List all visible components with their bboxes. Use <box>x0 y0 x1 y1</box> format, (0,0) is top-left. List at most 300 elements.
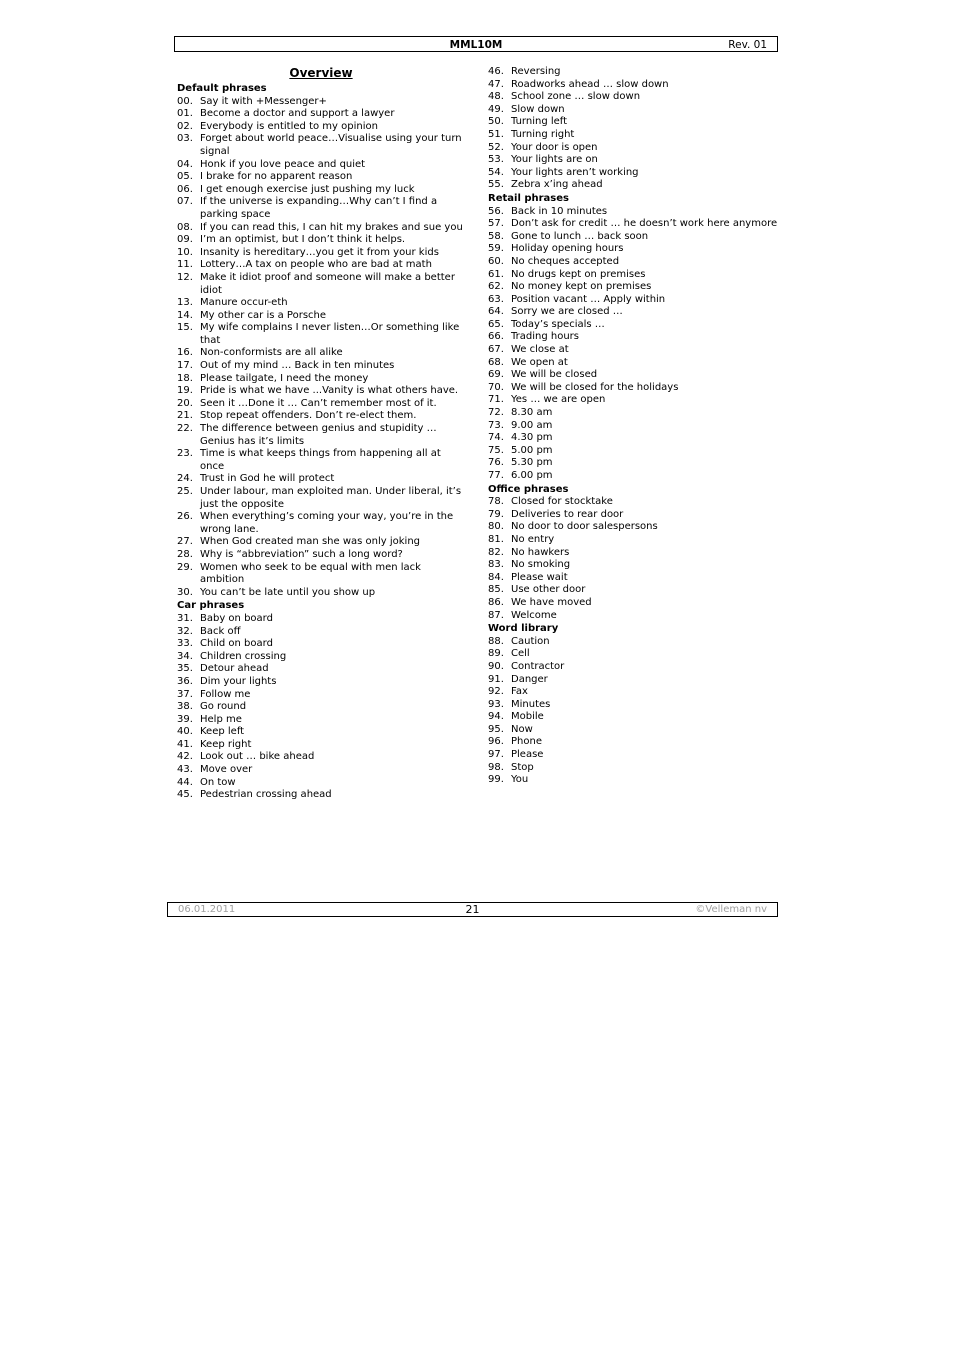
phrase-list-item <box>488 686 778 699</box>
phrase-list-item <box>488 104 778 117</box>
right-sections <box>488 66 778 787</box>
phrase-text: Yes … we are open <box>511 394 606 406</box>
phrase-number: 20. <box>177 397 193 409</box>
phrase-number: 54. <box>488 166 504 178</box>
revision-label: Rev. 01 <box>728 39 767 51</box>
phrase-text: No hawkers <box>511 546 570 558</box>
phrase-text: Keep left <box>200 726 245 738</box>
phrase-list-item <box>488 457 778 470</box>
phrase-list-item <box>488 597 778 610</box>
phrase-number: 13. <box>177 297 193 309</box>
phrase-list-item <box>177 739 467 752</box>
phrase-text: If you can read this, I can hit my brakes and sue you <box>200 221 463 233</box>
phrase-list-item <box>177 259 467 272</box>
phrase-number: 22. <box>177 423 193 435</box>
phrase-number: 15. <box>177 322 193 334</box>
phrase-number: 25. <box>177 486 193 497</box>
phrase-text: My other car is a Porsche <box>200 309 327 321</box>
phrase-number: 78. <box>488 496 504 508</box>
phrase-number: 94. <box>488 711 504 723</box>
phrase-text: 5.30 pm <box>511 457 553 469</box>
phrase-text: Now <box>511 723 533 735</box>
phrase-list-item <box>177 689 467 702</box>
phrase-text: Out of my mind … Back in ten minutes <box>200 360 395 372</box>
phrase-list-item <box>177 133 467 158</box>
phrase-text: Back in 10 minutes <box>511 205 608 217</box>
phrase-number: 80. <box>488 521 504 533</box>
phrase-text: Under labour, man exploited man. Under liberal, it’s just the opposite <box>200 486 462 510</box>
page-header <box>174 36 778 52</box>
phrase-list-item <box>488 91 778 104</box>
phrase-list-item <box>177 272 467 297</box>
footer-date: 06.01.2011 <box>178 904 236 915</box>
phrase-number: 27. <box>177 536 193 548</box>
overview-heading: Overview <box>289 66 353 80</box>
phrase-text: Dim your lights <box>200 675 277 687</box>
phrase-text: I brake for no apparent reason <box>200 171 353 183</box>
phrase-number: 85. <box>488 584 504 596</box>
phrase-text: Trading hours <box>511 331 579 343</box>
phrase-text: Stop <box>511 761 534 773</box>
phrase-number: 70. <box>488 381 504 393</box>
phrase-text: The difference between genius and stupidity … Genius has it’s limits <box>200 423 437 447</box>
phrase-number: 07. <box>177 196 193 208</box>
phrase-text: Please <box>511 749 544 761</box>
phrase-list-item <box>177 159 467 172</box>
phrase-list-item <box>177 676 467 689</box>
phrase-number: 47. <box>488 78 504 90</box>
phrase-text: Pride is what we have ...Vanity is what others have. <box>200 385 459 397</box>
phrase-list-item <box>177 701 467 714</box>
phrase-list-item <box>177 764 467 777</box>
phrase-text: Say it with +Messenger+ <box>200 95 327 107</box>
phrase-list-item <box>177 297 467 310</box>
phrase-text: Child on board <box>200 638 273 650</box>
phrase-list-item <box>488 319 778 332</box>
phrase-list-item <box>177 398 467 411</box>
phrase-list-item <box>177 448 467 473</box>
phrase-number: 71. <box>488 394 504 406</box>
phrase-list-item <box>488 344 778 357</box>
phrase-text: Phone <box>511 736 542 748</box>
phrase-text: Use other door <box>511 584 586 596</box>
phrase-text: Insanity is hereditary…you get it from your kids <box>200 246 439 258</box>
phrase-list-item <box>488 559 778 572</box>
phrase-list-item <box>488 724 778 737</box>
phrase-text: Reversing <box>511 66 561 77</box>
phrase-number: 51. <box>488 128 504 140</box>
phrase-text: Minutes <box>511 698 551 710</box>
phrase-number: 43. <box>177 764 193 776</box>
phrase-number: 81. <box>488 533 504 545</box>
phrase-number: 17. <box>177 360 193 372</box>
phrase-list-item <box>488 142 778 155</box>
phrase-text: Contractor <box>511 660 565 672</box>
phrase-text: Roadworks ahead … slow down <box>511 78 669 90</box>
phrase-number: 21. <box>177 410 193 422</box>
phrase-list-item <box>488 116 778 129</box>
phrase-list-item <box>488 129 778 142</box>
phrase-text: Fax <box>511 686 528 698</box>
phrase-list-item <box>488 736 778 749</box>
phrase-number: 53. <box>488 154 504 166</box>
phrase-list-item <box>488 445 778 458</box>
phrase-list-item <box>177 310 467 323</box>
phrase-text: Caution <box>511 635 550 647</box>
phrase-number: 76. <box>488 457 504 469</box>
phrase-number: 24. <box>177 473 193 485</box>
phrase-text: No money kept on premises <box>511 281 652 293</box>
phrase-text: On tow <box>200 776 236 788</box>
phrase-list-item <box>177 171 467 184</box>
section-heading: Car phrases <box>177 600 245 612</box>
phrase-list-item <box>177 410 467 423</box>
phrase-list-item <box>177 751 467 764</box>
phrase-text: I get enough exercise just pushing my luck <box>200 183 415 195</box>
phrase-text: Become a doctor and support a lawyer <box>200 108 395 120</box>
phrase-text: When everything’s coming your way, you’re in the wrong lane. <box>200 511 454 535</box>
phrase-list-item <box>488 269 778 282</box>
page-number: 21 <box>465 903 480 916</box>
phrase-list-item <box>488 79 778 92</box>
phrase-number: 77. <box>488 470 504 481</box>
phrase-text: When God created man she was only joking <box>200 536 420 548</box>
phrase-number: 92. <box>488 686 504 698</box>
section-heading: Office phrases <box>488 483 569 495</box>
phrase-text: You can’t be late until you show up <box>200 586 376 598</box>
phrase-list-item <box>488 509 778 522</box>
phrase-number: 38. <box>177 701 193 713</box>
phrase-list-item <box>488 636 778 649</box>
phrase-number: 93. <box>488 698 504 710</box>
phrase-number: 50. <box>488 116 504 128</box>
phrase-list-item <box>488 749 778 762</box>
phrase-text: Holiday opening hours <box>511 243 624 255</box>
phrase-text: Honk if you love peace and quiet <box>200 158 366 170</box>
phrase-number: 55. <box>488 179 504 191</box>
section-heading: Default phrases <box>177 83 267 94</box>
phrase-text: Keep right <box>200 738 252 750</box>
phrase-number: 68. <box>488 356 504 368</box>
phrase-list-item <box>488 674 778 687</box>
phrase-list-item <box>177 714 467 727</box>
phrase-number: 63. <box>488 293 504 305</box>
phrase-text: We open at <box>511 356 568 368</box>
phrase-list-item <box>488 154 778 167</box>
phrase-list-item <box>488 281 778 294</box>
phrase-text: Turning right <box>511 128 575 140</box>
phrase-list-item <box>488 661 778 674</box>
phrase-list-item <box>488 231 778 244</box>
phrase-list-item <box>488 306 778 319</box>
phrase-number: 10. <box>177 246 193 258</box>
phrase-list-item <box>177 613 467 626</box>
phrase-number: 56. <box>488 205 504 217</box>
phrase-text: Zebra x’ing ahead <box>511 179 603 191</box>
phrase-number: 65. <box>488 318 504 330</box>
phrase-text: Everybody is entitled to my opinion <box>200 120 378 132</box>
phrase-number: 79. <box>488 508 504 520</box>
phrase-text: Detour ahead <box>200 663 269 675</box>
phrase-text: Stop repeat offenders. Don’t re-elect them. <box>200 410 417 422</box>
phrase-text: Your door is open <box>511 141 598 153</box>
phrase-text: Your lights aren’t working <box>511 166 639 178</box>
phrase-list-item <box>488 294 778 307</box>
phrase-number: 52. <box>488 141 504 153</box>
phrase-list-item <box>177 385 467 398</box>
phrase-text: Mobile <box>511 711 544 723</box>
phrase-number: 83. <box>488 559 504 571</box>
phrase-text: Help me <box>200 713 242 725</box>
phrase-number: 60. <box>488 255 504 267</box>
phrase-number: 97. <box>488 749 504 761</box>
phrase-list-item <box>177 626 467 639</box>
phrase-list-item <box>488 584 778 597</box>
phrase-list-item <box>488 470 778 483</box>
phrase-text: Lottery…A tax on people who are bad at math <box>200 259 432 271</box>
phrase-list-item <box>177 108 467 121</box>
phrase-text: Make it idiot proof and someone will make a better idiot <box>200 271 455 296</box>
phrase-number: 00. <box>177 95 193 107</box>
phrase-list-item <box>177 536 467 549</box>
phrase-text: Sorry we are closed … <box>511 306 623 318</box>
phrase-text: No drugs kept on premises <box>511 268 646 280</box>
phrase-number: 90. <box>488 660 504 672</box>
phrase-number: 14. <box>177 309 193 321</box>
phrase-text: Pedestrian crossing ahead <box>200 789 332 801</box>
phrase-list-item <box>488 610 778 623</box>
phrase-text: Welcome <box>511 609 557 621</box>
phrase-number: 40. <box>177 726 193 738</box>
phrase-number: 11. <box>177 259 193 271</box>
phrase-list-item <box>488 774 778 787</box>
phrase-number: 99. <box>488 774 504 786</box>
phrase-number: 32. <box>177 625 193 637</box>
phrase-list-item <box>177 373 467 386</box>
phrase-number: 73. <box>488 419 504 431</box>
phrase-text: Don’t ask for credit … he doesn’t work here anymore <box>511 218 778 230</box>
phrase-text: Today’s specials … <box>511 318 605 330</box>
phrase-text: Trust in God he will protect <box>200 473 335 485</box>
phrase-number: 57. <box>488 218 504 230</box>
phrase-number: 62. <box>488 281 504 293</box>
phrase-list-item <box>488 534 778 547</box>
phrase-list-item <box>488 357 778 370</box>
document-model-title: MML10M <box>449 39 503 51</box>
phrase-list-item <box>177 121 467 134</box>
phrase-number: 08. <box>177 221 193 233</box>
phrase-number: 37. <box>177 688 193 700</box>
phrase-list-item <box>488 394 778 407</box>
phrase-list-item <box>177 726 467 739</box>
phrase-number: 88. <box>488 635 504 647</box>
phrase-number: 28. <box>177 548 193 560</box>
phrase-number: 95. <box>488 723 504 735</box>
phrase-list-item <box>488 711 778 724</box>
phrase-list-item <box>488 521 778 534</box>
phrase-number: 72. <box>488 407 504 419</box>
phrase-list-item <box>488 331 778 344</box>
phrase-number: 33. <box>177 638 193 650</box>
phrase-list-item <box>488 179 778 192</box>
phrase-text: No cheques accepted <box>511 255 620 267</box>
phrase-number: 41. <box>177 738 193 750</box>
phrase-number: 86. <box>488 596 504 608</box>
phrase-text: Gone to lunch … back soon <box>511 230 649 242</box>
phrase-number: 82. <box>488 546 504 558</box>
phrase-text: I’m an optimist, but I don’t think it helps. <box>200 234 406 246</box>
phrase-number: 58. <box>488 230 504 242</box>
phrase-number: 26. <box>177 511 193 523</box>
phrase-text: Baby on board <box>200 612 273 624</box>
phrase-number: 44. <box>177 776 193 788</box>
phrase-number: 16. <box>177 347 193 359</box>
phrase-number: 64. <box>488 306 504 318</box>
phrase-text: Seen it …Done it … Can’t remember most of it. <box>200 397 437 409</box>
phrase-text: Forget about world peace…Visualise using your turn signal <box>200 133 462 157</box>
phrase-number: 29. <box>177 561 193 573</box>
phrase-list-item <box>488 206 778 219</box>
phrase-text: No entry <box>511 533 555 545</box>
phrase-list-item <box>488 420 778 433</box>
phrase-text: We have moved <box>511 596 592 608</box>
phrase-list-item <box>177 663 467 676</box>
phrase-list-item <box>177 511 467 536</box>
phrase-list-item <box>177 184 467 197</box>
phrase-number: 87. <box>488 609 504 621</box>
phrase-list-item <box>488 572 778 585</box>
phrase-number: 45. <box>177 789 193 801</box>
phrase-number: 03. <box>177 133 193 145</box>
phrase-number: 18. <box>177 372 193 384</box>
phrase-number: 74. <box>488 432 504 444</box>
phrase-number: 69. <box>488 369 504 381</box>
phrase-text: Children crossing <box>200 650 287 662</box>
phrase-number: 31. <box>177 612 193 624</box>
phrase-number: 96. <box>488 736 504 748</box>
phrase-text: Turning left <box>511 116 568 128</box>
phrase-number: 75. <box>488 444 504 456</box>
phrase-text: Non-conformists are all alike <box>200 347 343 359</box>
phrase-text: Slow down <box>511 103 565 115</box>
phrase-list-item <box>488 547 778 560</box>
phrase-number: 12. <box>177 271 193 283</box>
phrase-list-item <box>177 562 467 587</box>
phrase-number: 84. <box>488 571 504 583</box>
phrase-list-item <box>488 496 778 509</box>
phrase-number: 39. <box>177 713 193 725</box>
phrase-list-item <box>488 167 778 180</box>
phrase-list-item <box>177 486 467 511</box>
phrase-number: 01. <box>177 108 193 120</box>
phrase-number: 35. <box>177 663 193 675</box>
phrase-list-item <box>177 423 467 448</box>
phrase-list-item <box>177 247 467 260</box>
phrase-text: 6.00 pm <box>511 470 553 481</box>
phrase-number: 02. <box>177 120 193 132</box>
phrase-text: We close at <box>511 344 569 356</box>
phrase-list-item <box>177 360 467 373</box>
phrase-number: 61. <box>488 268 504 280</box>
phrase-list-item <box>177 473 467 486</box>
phrase-text: Time is what keeps things from happening all at once <box>200 448 441 472</box>
phrase-number: 36. <box>177 675 193 687</box>
left-column <box>177 66 467 802</box>
phrase-text: 9.00 am <box>511 419 553 431</box>
phrase-list-item <box>177 587 467 600</box>
page-footer <box>167 902 778 917</box>
section-heading: Retail phrases <box>488 192 569 204</box>
phrase-text: Position vacant … Apply within <box>511 293 666 305</box>
phrase-list-item <box>177 638 467 651</box>
phrase-number: 05. <box>177 171 193 183</box>
phrase-list-item <box>177 96 467 109</box>
phrase-text: Cell <box>511 648 530 660</box>
phrase-list-item <box>177 549 467 562</box>
phrase-list-item <box>488 243 778 256</box>
phrase-list-item <box>488 382 778 395</box>
phrase-text: Follow me <box>200 688 251 700</box>
phrase-text: Please wait <box>511 571 568 583</box>
phrase-text: No smoking <box>511 559 571 571</box>
phrase-number: 23. <box>177 448 193 460</box>
phrase-list-item <box>177 789 467 802</box>
phrase-text: Please tailgate, I need the money <box>200 372 369 384</box>
phrase-text: Women who seek to be equal with men lack ambition <box>200 561 421 586</box>
phrase-list-item <box>488 648 778 661</box>
phrase-text: 4.30 pm <box>511 432 553 444</box>
phrase-list-item <box>488 699 778 712</box>
phrase-number: 66. <box>488 331 504 343</box>
phrase-text: Your lights are on <box>511 154 598 166</box>
phrase-number: 34. <box>177 650 193 662</box>
phrase-text: Why is “abbreviation” such a long word? <box>200 548 403 560</box>
phrase-list-item <box>488 256 778 269</box>
phrase-text: Deliveries to rear door <box>511 508 624 520</box>
phrase-number: 59. <box>488 243 504 255</box>
phrase-text: No door to door salespersons <box>511 521 658 533</box>
phrase-number: 67. <box>488 344 504 356</box>
phrase-list-item <box>177 222 467 235</box>
footer-copyright: ©Velleman nv <box>695 904 767 915</box>
phrase-text: You <box>511 774 529 786</box>
phrase-list-item <box>177 777 467 790</box>
phrase-text: Back off <box>200 625 241 637</box>
phrase-number: 30. <box>177 586 193 598</box>
phrase-text: 5.00 pm <box>511 444 553 456</box>
phrase-text: We will be closed <box>511 369 598 381</box>
phrase-list-item <box>488 218 778 231</box>
phrase-text: If the universe is expanding…Why can’t I find a parking space <box>200 196 438 220</box>
phrase-text: We will be closed for the holidays <box>511 381 679 393</box>
phrase-number: 06. <box>177 183 193 195</box>
phrase-number: 42. <box>177 751 193 763</box>
phrase-text: Go round <box>200 701 247 713</box>
phrase-text: 8.30 am <box>511 407 553 419</box>
phrase-number: 04. <box>177 158 193 170</box>
phrase-list-item <box>488 369 778 382</box>
phrase-number: 91. <box>488 673 504 685</box>
left-sections <box>177 83 467 802</box>
phrase-number: 98. <box>488 761 504 773</box>
phrase-number: 09. <box>177 234 193 246</box>
section-heading: Word library <box>488 623 559 635</box>
phrase-list-item <box>488 66 778 79</box>
phrase-number: 48. <box>488 91 504 103</box>
phrase-list-item <box>488 432 778 445</box>
phrase-list-item <box>177 322 467 347</box>
phrase-number: 19. <box>177 385 193 397</box>
